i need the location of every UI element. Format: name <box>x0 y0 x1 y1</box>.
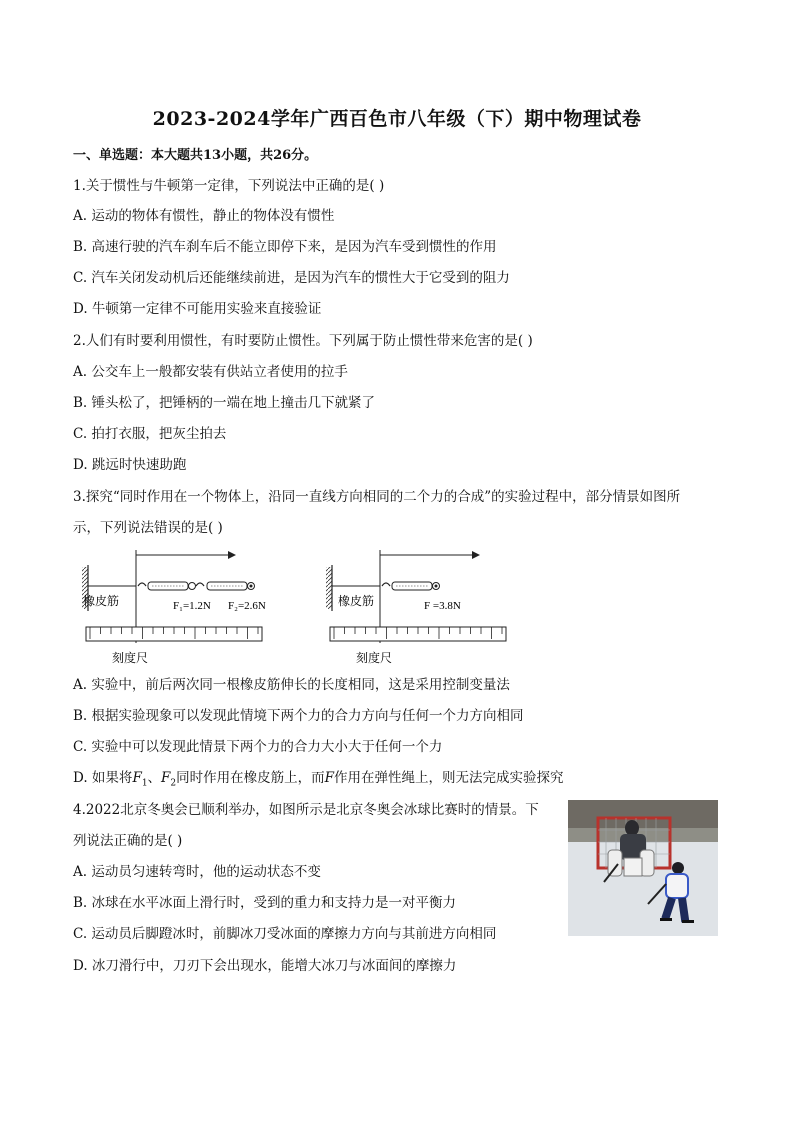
q4-stem-line1: 4.2022北京冬奥会已顺利举办，如图所示是北京冬奥会冰球比赛时的情景。下 <box>73 802 539 818</box>
ruler-label: 刻度尺 <box>112 651 149 665</box>
page-title: 2023-2024学年广西百色市八年级（下）期中物理试卷 <box>152 108 642 130</box>
hockey-scene <box>568 800 718 936</box>
q4-option-c: C. 运动员后脚蹬冰时，前脚冰刀受冰面的摩擦力方向与其前进方向相同 <box>73 926 497 942</box>
wall-hatch <box>326 567 332 609</box>
q1-option-c: C. 汽车关闭发动机后还能继续前进，是因为汽车的惯性大于它受到的阻力 <box>73 270 510 286</box>
q2-option-a: A. 公交车上一般都安装有供站立者使用的拉手 <box>73 364 348 380</box>
q3-stem-line1: 3.探究“同时作用在一个物体上，沿同一直线方向相同的二个力的合成”的实验过程中，部分情景如图所 <box>73 489 681 505</box>
q2-option-c: C. 拍打衣服，把灰尘拍去 <box>73 426 227 442</box>
rubber-band-label: 橡皮筋 <box>338 594 375 608</box>
force-f1-label: F₁=1.2N <box>173 600 211 612</box>
q4-option-a: A. 运动员匀速转弯时，他的运动状态不变 <box>73 864 321 880</box>
q2-option-d: D. 跳远时快速助跑 <box>73 457 187 473</box>
q1-option-b: B. 高速行驶的汽车刹车后不能立即停下来，是因为汽车受到惯性的作用 <box>73 239 497 255</box>
q1-stem: 1.关于惯性与牛顿第一定律，下列说法中正确的是( ) <box>73 178 385 194</box>
q1-option-d: D. 牛顿第一定律不可能用实验来直接验证 <box>73 301 322 317</box>
q3-figure-right <box>324 545 514 670</box>
ruler-label: 刻度尺 <box>356 651 393 665</box>
q3-option-b: B. 根据实验现象可以发现此情境下两个力的合力方向与任何一个力方向相同 <box>73 708 524 724</box>
q3-stem-line2: 示，下列说法错误的是( ) <box>73 520 223 536</box>
force-f-label: F =3.8N <box>424 600 461 612</box>
q3-option-a: A. 实验中，前后两次同一根橡皮筋伸长的长度相同，这是采用控制变量法 <box>73 677 510 693</box>
rubber-band-label: 橡皮筋 <box>83 594 120 608</box>
q4-stem-line2: 列说法正确的是( ) <box>73 833 183 849</box>
q4-option-b: B. 冰球在水平冰面上滑行时，受到的重力和支持力是一对平衡力 <box>73 895 457 911</box>
q2-option-b: B. 锤头松了，把锤柄的一端在地上撞击几下就紧了 <box>73 395 376 411</box>
ice-hockey-photo <box>568 800 718 936</box>
q1-option-a: A. 运动的物体有惯性，静止的物体没有惯性 <box>73 208 335 224</box>
q3-figure-left <box>80 545 270 670</box>
force-f2-label: F₂=2.6N <box>228 600 266 612</box>
q3-option-d: D. 如果将$F_1$、$F_2$同时作用在橡皮筋上，而F作用在弹性绳上，则无法完成实验探究 <box>73 770 564 789</box>
q3-option-c: C. 实验中可以发现此情景下两个力的合力大小大于任何一个力 <box>73 739 443 755</box>
section-heading: 一、单选题：本大题共13小题，共26分。 <box>73 148 318 163</box>
q4-option-d: D. 冰刀滑行中，刀刃下会出现水，能增大冰刀与冰面间的摩擦力 <box>73 958 457 974</box>
q2-stem: 2.人们有时要利用惯性，有时要防止惯性。下列属于防止惯性带来危害的是( ) <box>73 333 533 349</box>
